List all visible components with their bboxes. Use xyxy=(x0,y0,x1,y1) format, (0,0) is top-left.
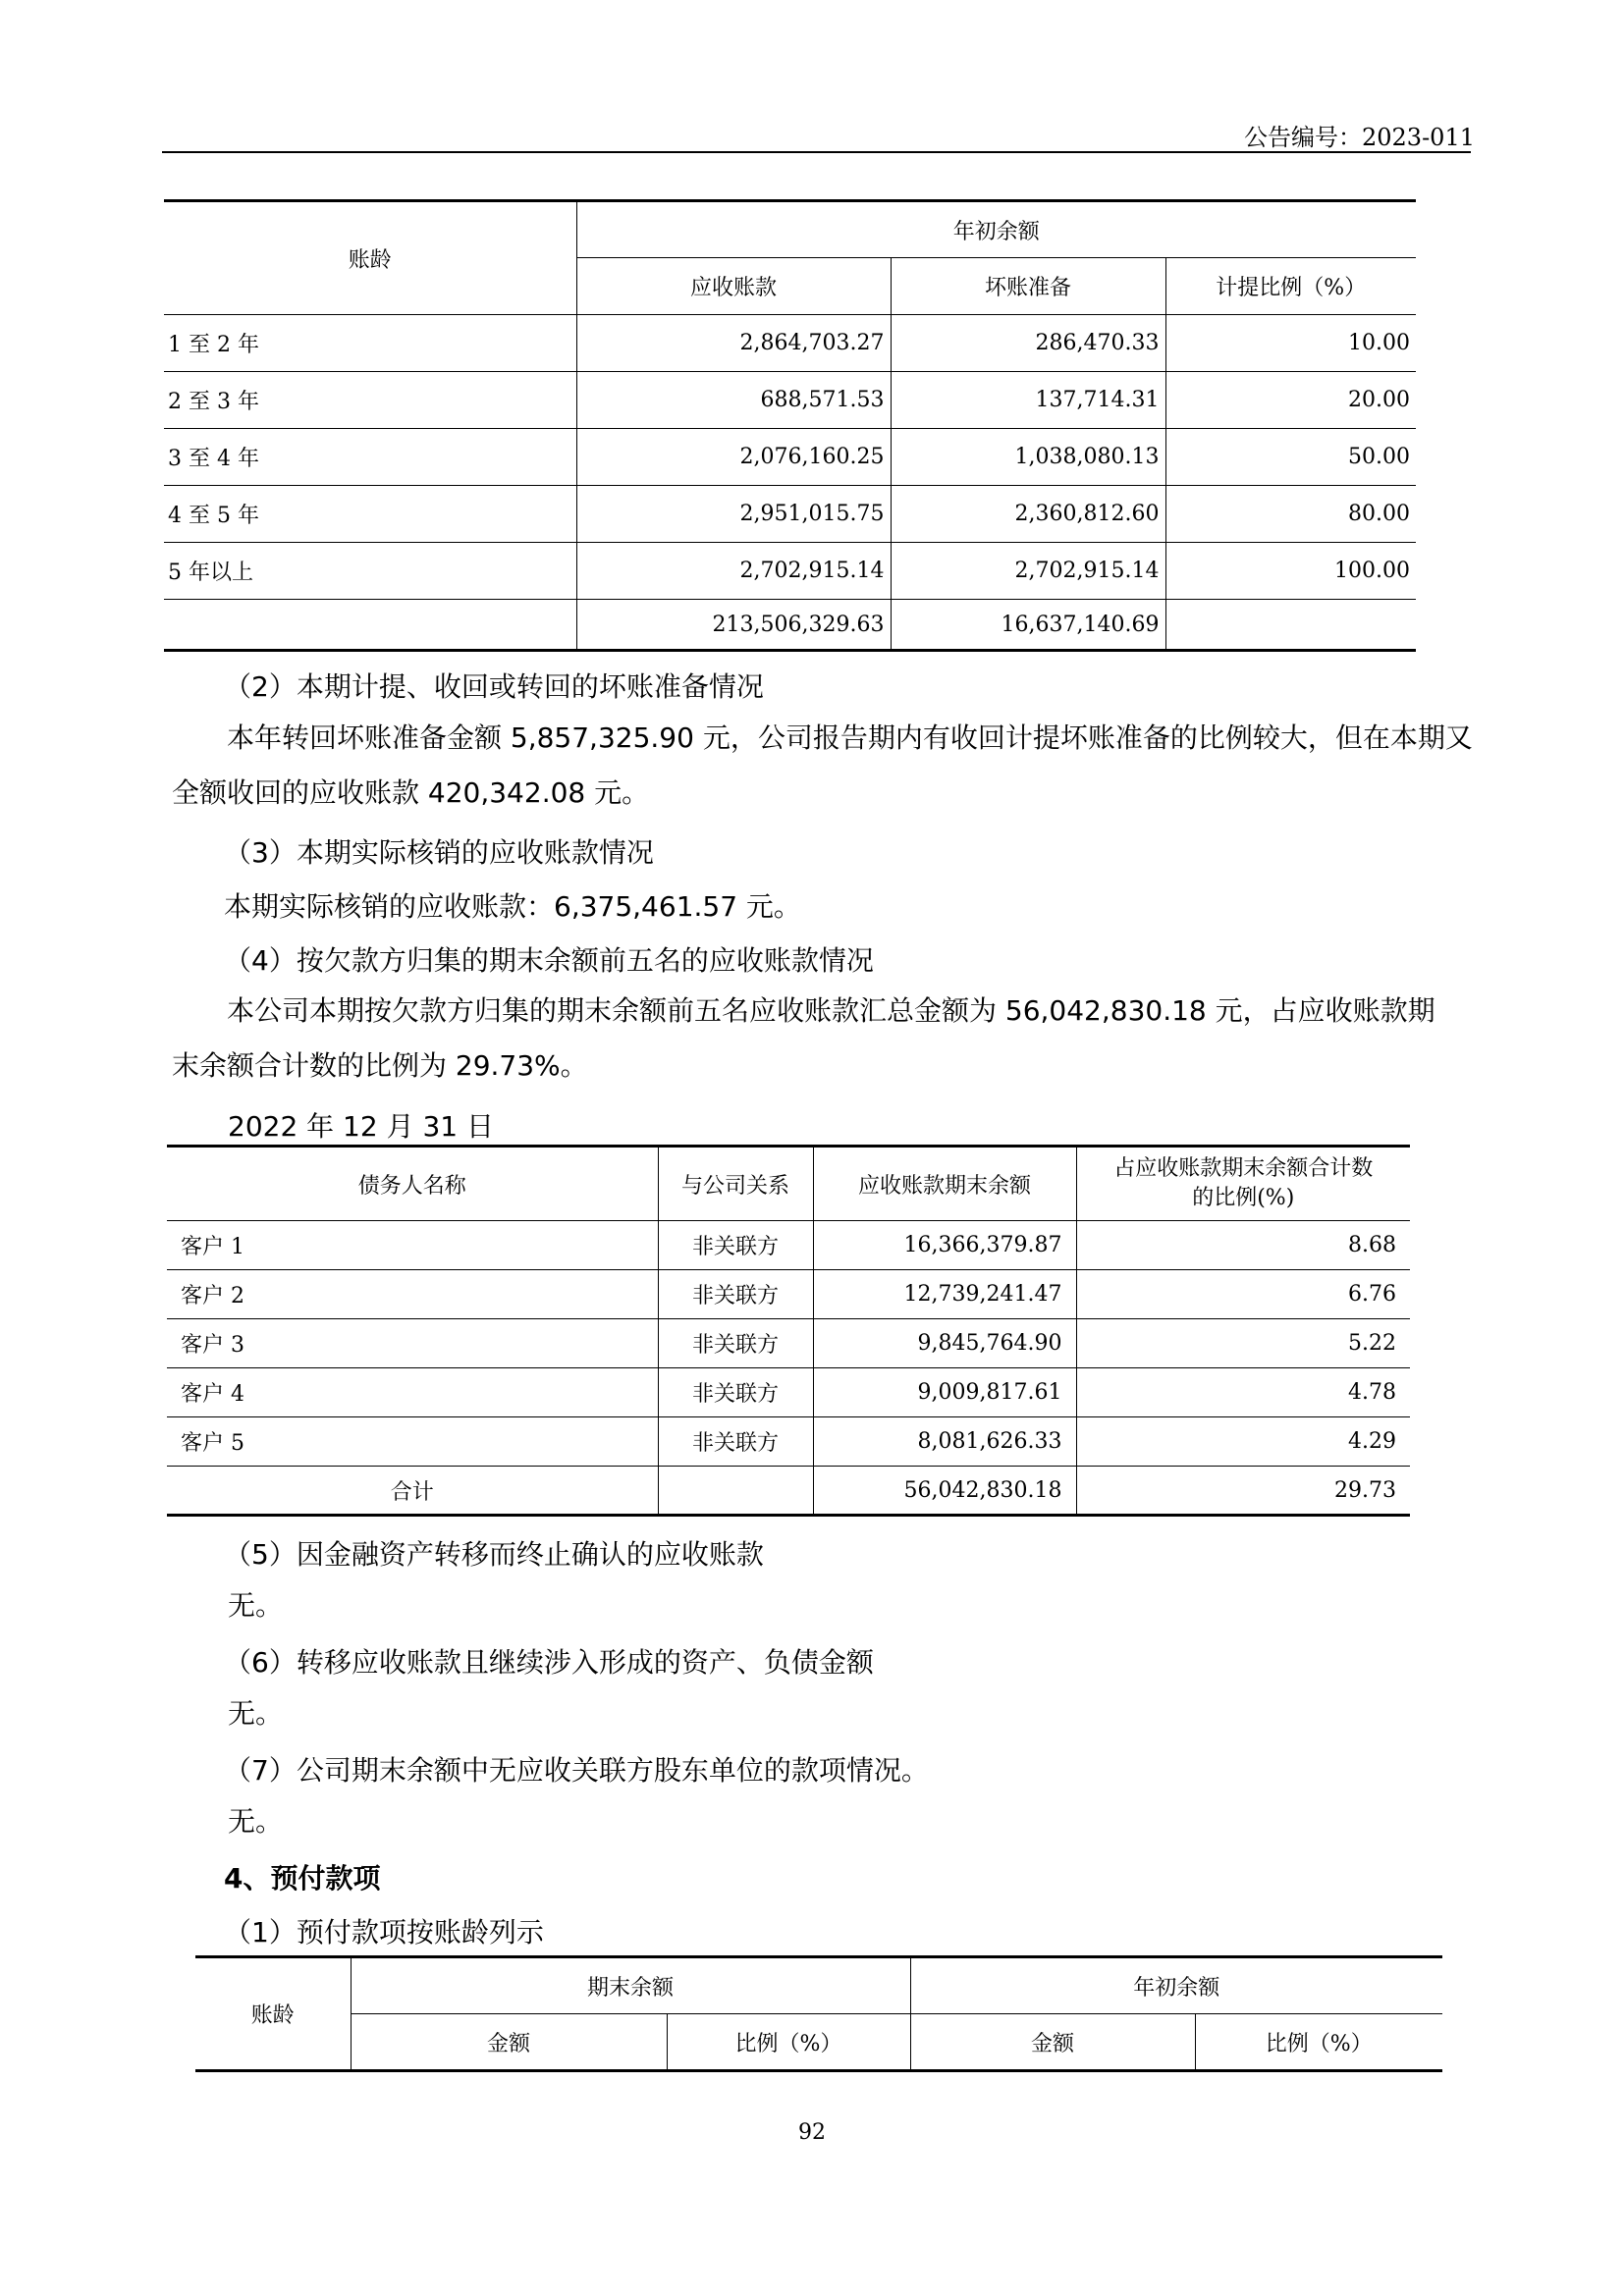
section-3-title: （3）本期实际核销的应收账款情况 xyxy=(224,836,654,869)
total-label: 合计 xyxy=(390,1479,434,1505)
group-opening-balance: 年初余额 xyxy=(576,201,1416,258)
section-6-text: 无。 xyxy=(228,1697,284,1730)
row-label xyxy=(164,600,576,651)
header-opening-amount: 金额 xyxy=(910,2014,1195,2071)
debtor-name: 客户 5 xyxy=(167,1417,658,1467)
header-receivable: 应收账款 xyxy=(576,258,891,315)
ratio-value: 20.00 xyxy=(1165,372,1416,429)
aging-table-opening xyxy=(164,199,1416,652)
allowance-value: 286,470.33 xyxy=(891,315,1165,372)
allowance-value: 2,360,812.60 xyxy=(891,486,1165,543)
header-closing-amount: 金额 xyxy=(351,2014,667,2071)
row-label: 3 至 4 年 xyxy=(164,429,576,486)
relation: 非关联方 xyxy=(658,1368,813,1417)
announcement-number: 公告编号：2023-011 xyxy=(1244,124,1475,151)
allowance-value: 2,702,915.14 xyxy=(891,543,1165,600)
header-ratio xyxy=(1076,1147,1410,1221)
section-4-date: 2022 年 12 月 31 日 xyxy=(228,1110,495,1143)
table-row xyxy=(164,315,1416,372)
balance: 9,845,764.90 xyxy=(813,1319,1076,1368)
section-7-title: （7）公司期末余额中无应收关联方股东单位的款项情况。 xyxy=(224,1754,929,1787)
section-2-title: （2）本期计提、收回或转回的坏账准备情况 xyxy=(224,670,764,703)
total-ratio: 29.73 xyxy=(1076,1467,1410,1516)
section-6-title: （6）转移应收账款且继续涉入形成的资产、负债金额 xyxy=(224,1646,874,1679)
header-ratio-line1: 占应收账款期末余额合计数 xyxy=(1113,1156,1374,1181)
table-row xyxy=(167,1417,1410,1467)
heading-prepayments: 4、预付款项 xyxy=(224,1862,381,1895)
debtor-name: 客户 3 xyxy=(167,1319,658,1368)
relation: 非关联方 xyxy=(658,1417,813,1467)
balance: 9,009,817.61 xyxy=(813,1368,1076,1417)
receivable-value: 688,571.53 xyxy=(576,372,891,429)
ratio: 4.78 xyxy=(1076,1368,1410,1417)
row-label: 1 至 2 年 xyxy=(164,315,576,372)
total-row xyxy=(167,1467,1410,1516)
balance: 12,739,241.47 xyxy=(813,1270,1076,1319)
header-balance: 应收账款期末余额 xyxy=(813,1147,1076,1221)
header-rule xyxy=(162,151,1471,153)
table-row xyxy=(164,543,1416,600)
receivable-value: 2,864,703.27 xyxy=(576,315,891,372)
table-row xyxy=(167,1270,1410,1319)
section-4-1-title: （1）预付款项按账龄列示 xyxy=(224,1916,544,1949)
header-closing-ratio: 比例（%） xyxy=(667,2014,910,2071)
receivable-value: 2,076,160.25 xyxy=(576,429,891,486)
header-opening-ratio: 比例（%） xyxy=(1195,2014,1442,2071)
total-balance: 56,042,830.18 xyxy=(813,1467,1076,1516)
allowance-value: 137,714.31 xyxy=(891,372,1165,429)
receivable-value: 2,951,015.75 xyxy=(576,486,891,543)
table-row xyxy=(167,1319,1410,1368)
balance: 16,366,379.87 xyxy=(813,1221,1076,1270)
header-allowance: 坏账准备 xyxy=(891,258,1165,315)
total-relation xyxy=(658,1467,813,1516)
balance: 8,081,626.33 xyxy=(813,1417,1076,1467)
prepayments-aging-table xyxy=(195,1955,1442,2072)
section-4-text: 本公司本期按欠款方归集的期末余额前五名应收账款汇总金额为 56,042,830.18 元，占应收账款期末余额合计数的比例为 29.73%。 xyxy=(172,994,1435,1082)
section-5-title: （5）因金融资产转移而终止确认的应收账款 xyxy=(224,1538,764,1571)
ratio-total xyxy=(1165,600,1416,651)
header-ratio: 计提比例（%） xyxy=(1165,258,1416,315)
section-5-text: 无。 xyxy=(228,1589,284,1622)
relation: 非关联方 xyxy=(658,1319,813,1368)
ratio: 8.68 xyxy=(1076,1221,1410,1270)
allowance-value: 1,038,080.13 xyxy=(891,429,1165,486)
ratio: 4.29 xyxy=(1076,1417,1410,1467)
section-2-text: 本年转回坏账准备金额 5,857,325.90 元，公司报告期内有收回计提坏账准备的比例较大，但在本期又全额收回的应收账款 420,342.08 元。 xyxy=(172,721,1473,809)
group-closing-balance: 期末余额 xyxy=(351,1957,910,2014)
section-3-text: 本期实际核销的应收账款：6,375,461.57 元。 xyxy=(224,890,801,923)
section-7-text: 无。 xyxy=(228,1805,284,1838)
row-label: 5 年以上 xyxy=(164,543,576,600)
ratio-value: 10.00 xyxy=(1165,315,1416,372)
col-aging-label: 账龄 xyxy=(164,201,576,315)
header-relation: 与公司关系 xyxy=(658,1147,813,1221)
page-number: 92 xyxy=(798,2120,826,2145)
debtor-name: 客户 2 xyxy=(167,1270,658,1319)
total-row xyxy=(164,600,1416,651)
table-row xyxy=(167,1221,1410,1270)
header-ratio-line2: 的比例(%) xyxy=(1192,1186,1295,1210)
col-aging-label: 账龄 xyxy=(250,2003,295,2028)
relation: 非关联方 xyxy=(658,1221,813,1270)
receivable-total: 213,506,329.63 xyxy=(576,600,891,651)
row-label: 4 至 5 年 xyxy=(164,486,576,543)
ratio-value: 80.00 xyxy=(1165,486,1416,543)
table-row xyxy=(164,429,1416,486)
section-4-title: （4）按欠款方归集的期末余额前五名的应收账款情况 xyxy=(224,944,874,977)
table-row xyxy=(164,486,1416,543)
table-row xyxy=(167,1368,1410,1417)
debtor-name: 客户 1 xyxy=(167,1221,658,1270)
table-row xyxy=(164,372,1416,429)
receivable-value: 2,702,915.14 xyxy=(576,543,891,600)
ratio: 5.22 xyxy=(1076,1319,1410,1368)
allowance-total: 16,637,140.69 xyxy=(891,600,1165,651)
ratio-value: 50.00 xyxy=(1165,429,1416,486)
group-opening-balance: 年初余额 xyxy=(910,1957,1442,2014)
ratio: 6.76 xyxy=(1076,1270,1410,1319)
top-five-debtors-table xyxy=(167,1145,1410,1517)
header-debtor: 债务人名称 xyxy=(167,1147,658,1221)
relation: 非关联方 xyxy=(658,1270,813,1319)
row-label: 2 至 3 年 xyxy=(164,372,576,429)
ratio-value: 100.00 xyxy=(1165,543,1416,600)
debtor-name: 客户 4 xyxy=(167,1368,658,1417)
